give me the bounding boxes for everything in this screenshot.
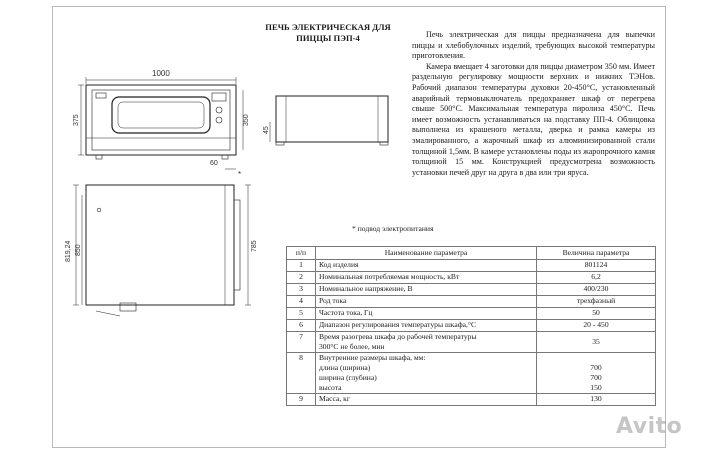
description-paragraph: Печь электрическая для пиццы предназначена для выпечки пиццы и хлебобулочных изделий, требующих высокой температуры приготовления. bbox=[412, 30, 655, 61]
row-number: 8 bbox=[287, 353, 316, 394]
row-parameter bbox=[316, 332, 537, 353]
table-row bbox=[287, 284, 656, 296]
row-number: 3 bbox=[287, 284, 316, 296]
table-row bbox=[287, 353, 656, 394]
dim-offset-label: 60 bbox=[210, 160, 218, 167]
table-row bbox=[287, 260, 656, 272]
dim-height-label: 375 bbox=[73, 114, 80, 126]
side-view-body bbox=[276, 96, 388, 142]
table-row bbox=[287, 296, 656, 308]
dim-side-label: 45 bbox=[263, 126, 270, 134]
row-value: 400/230 bbox=[537, 284, 656, 296]
product-description bbox=[412, 30, 655, 178]
row-parameter: Номинальная потребляемая мощность, кВт bbox=[316, 272, 537, 284]
row-value bbox=[537, 353, 656, 394]
value-line: 700 bbox=[590, 363, 602, 372]
dim-depth-outer-label: 819,24 bbox=[65, 240, 72, 262]
header-number: п/п bbox=[287, 247, 316, 260]
product-title bbox=[248, 22, 408, 44]
table-row bbox=[287, 320, 656, 332]
row-number: 5 bbox=[287, 308, 316, 320]
row-value: 20 - 450 bbox=[537, 320, 656, 332]
row-parameter bbox=[316, 353, 537, 394]
control-panel bbox=[212, 93, 226, 101]
row-parameter: Код изделия bbox=[316, 260, 537, 272]
row-number: 7 bbox=[287, 332, 316, 353]
specs-header-row bbox=[287, 247, 656, 260]
dim-width-label: 1000 bbox=[152, 69, 170, 78]
value-line: 150 bbox=[590, 383, 602, 392]
row-number: 6 bbox=[287, 320, 316, 332]
header-value: Величина параметра bbox=[537, 247, 656, 260]
dim-inner-height-label: 350 bbox=[243, 114, 250, 126]
power-inlet-marker: * bbox=[238, 170, 242, 179]
table-row bbox=[287, 332, 656, 353]
title-line: ПЕЧЬ ЭЛЕКТРИЧЕСКАЯ ДЛЯ bbox=[265, 22, 391, 32]
parameter-line: ширина (глубина) bbox=[319, 373, 377, 382]
row-value: 50 bbox=[537, 308, 656, 320]
row-value: 130 bbox=[537, 394, 656, 406]
title-line: ПИЦЦЫ ПЭП-4 bbox=[296, 33, 360, 43]
parameter-line: 300°С не более, мин bbox=[319, 342, 385, 351]
row-value: 35 bbox=[537, 332, 656, 353]
row-value: 801124 bbox=[537, 260, 656, 272]
parameter-line: Внутренние размеры шкафа, мм: bbox=[319, 353, 426, 362]
dim-depth-right-label: 785 bbox=[251, 240, 258, 252]
row-parameter: Диапазон регулирования температуры шкафа,°С bbox=[316, 320, 537, 332]
row-number: 9 bbox=[287, 394, 316, 406]
front-view-body bbox=[86, 85, 236, 155]
top-view-body bbox=[86, 185, 234, 305]
specs-table bbox=[286, 246, 656, 406]
row-value: трехфазный bbox=[537, 296, 656, 308]
value-line bbox=[540, 353, 652, 363]
oven-door-window bbox=[112, 97, 210, 133]
parameter-line: высота bbox=[319, 383, 342, 392]
footnote: * подвод электропитания bbox=[352, 224, 434, 233]
table-row bbox=[287, 394, 656, 406]
parameter-line: длина (ширина) bbox=[319, 363, 371, 372]
table-row bbox=[287, 308, 656, 320]
row-parameter: Род тока bbox=[316, 296, 537, 308]
row-parameter: Номинальное напряжение, В bbox=[316, 284, 537, 296]
row-number: 2 bbox=[287, 272, 316, 284]
row-number: 1 bbox=[287, 260, 316, 272]
row-number: 4 bbox=[287, 296, 316, 308]
value-line: 700 bbox=[590, 373, 602, 382]
row-parameter: Частота тока, Гц bbox=[316, 308, 537, 320]
row-value: 6,2 bbox=[537, 272, 656, 284]
row-parameter: Масса, кг bbox=[316, 394, 537, 406]
avito-watermark: Avito bbox=[616, 414, 683, 439]
dim-depth-mid-label: 850 bbox=[75, 244, 82, 256]
table-row bbox=[287, 272, 656, 284]
header-parameter: Наименование параметра bbox=[316, 247, 537, 260]
parameter-line: Время разогрева шкафа до рабочей температуры bbox=[319, 332, 477, 341]
description-paragraph: Камера вмещает 4 заготовки для пиццы диаметром 350 мм. Имеет раздельную регулировку мощности верхних и нижних ТЭНов. Рабочий диапазон температуры духовки 20-450°С, установленный аварийный термовыключатель предохраняет шкаф от перегрева свыше 500°С. Максимальная температура пиролиза 450°С. Печь имеет возможность устанавливаться на подставку ПП-4. Облицовка выполнена из крашеного металла, дверка и рамка камеры из эмалированного, а жарочный шкаф из алюминизированной стали толщиной 1,5мм. В камере установлены поды из жаропрочного камня толщиной 15 мм. Конструкцией предусмотрена возможность установки печей друг на друга в два или три яруса. bbox=[412, 61, 655, 177]
